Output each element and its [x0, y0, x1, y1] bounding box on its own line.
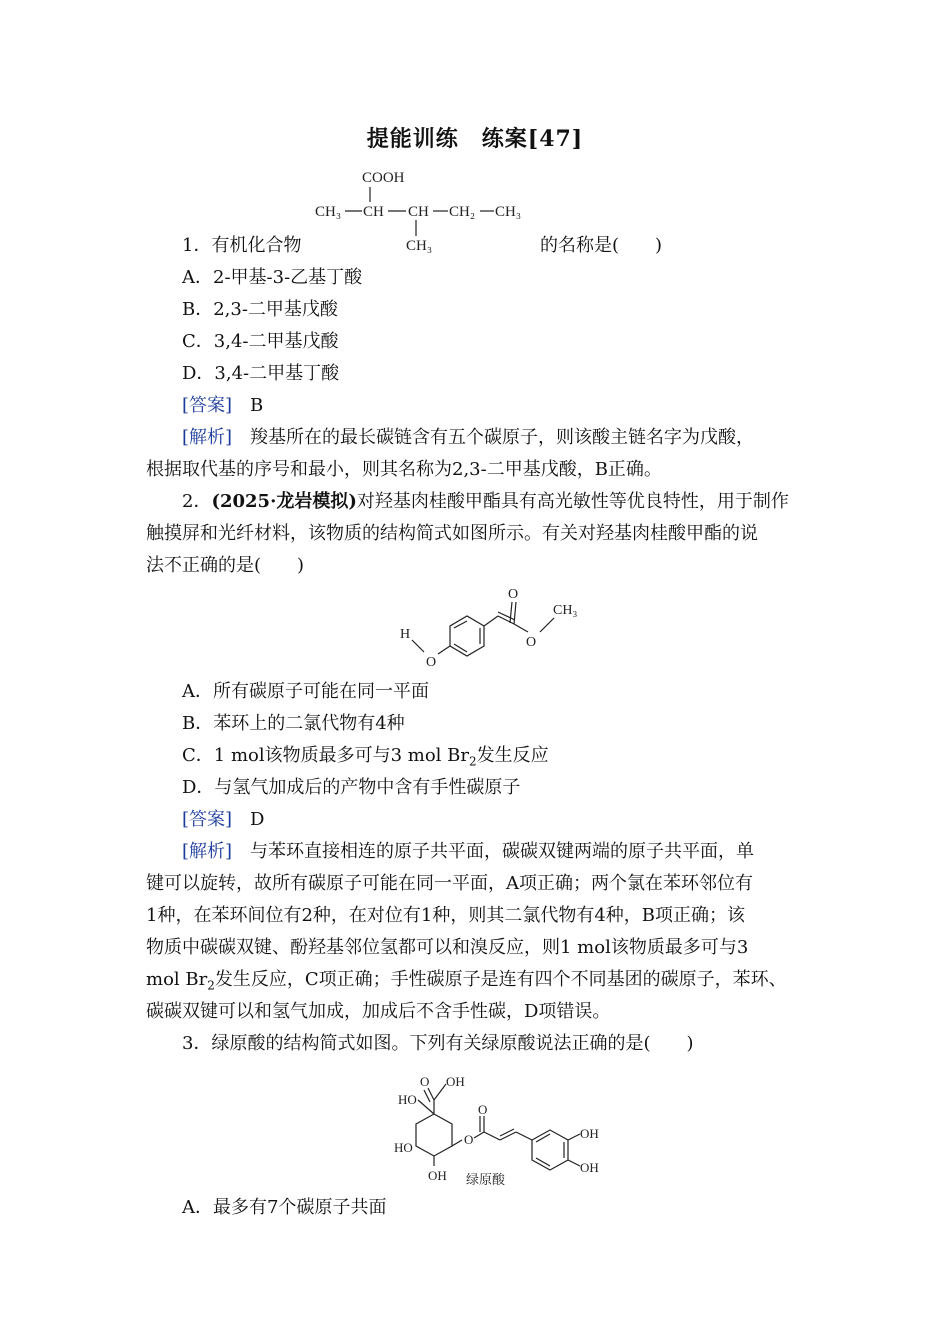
q2-option-c-text: C．1 mol该物质最多可与3 mol Br: [182, 745, 469, 766]
q2-option-b: B．苯环上的二氯代物有4种: [182, 713, 405, 734]
q2-option-c: [182, 744, 549, 774]
q2-analysis-line-1: [182, 840, 754, 864]
q2-number: 2．: [182, 491, 212, 512]
q3-ho-top-label: HO: [398, 1092, 417, 1107]
q3-oh-bottom-label: OH: [428, 1168, 447, 1183]
q1-option-c: C．3,4-二甲基戊酸: [182, 331, 339, 352]
q1-ch3-down-label: CH₃: [406, 238, 433, 254]
q2-analysis-subscript: 2: [207, 978, 215, 993]
q3-cooh-oh-label: OH: [446, 1074, 465, 1089]
q1-answer: B: [250, 395, 264, 416]
q2-option-d: D．与氢气加成后的产物中含有手性碳原子: [182, 777, 521, 798]
q3-stem: 3．绿原酸的结构简式如图。下列有关绿原酸说法正确的是( ): [182, 1033, 694, 1054]
q1-ch-2-label: CH: [408, 204, 429, 220]
q1-ch3-right-label: CH₃: [495, 204, 522, 220]
q2-option-a: A．所有碳原子可能在同一平面: [182, 681, 429, 702]
q1-analysis-tag: [解析]: [182, 427, 233, 448]
q2-analysis-line-4: 物质中碳碳双键、酚羟基邻位氢都可以和溴反应，则1 mol该物质最多可与3: [146, 937, 749, 958]
q1-structure-diagram: [300, 160, 540, 260]
q2-phenol-o-label: O: [426, 655, 437, 670]
q1-ch-1-label: CH: [363, 204, 384, 220]
q2-source: (2025·龙岩模拟): [211, 491, 357, 512]
q2-analysis-line-2: 键可以旋转，故所有碳原子可能在同一平面，A项正确；两个氯在苯环邻位有: [146, 873, 753, 894]
q3-carbonyl-o-label: O: [478, 1102, 488, 1117]
q3-ho-left-label: HO: [394, 1140, 413, 1155]
page-title: 提能训练 练案[47]: [366, 126, 584, 152]
q2-ester-o-label: O: [526, 635, 537, 650]
q2-stem-line-3: 法不正确的是( ): [146, 555, 305, 576]
q2-analysis-text-5-tail: 发生反应，C项正确；手性碳原子是连有四个不同基团的碳原子，苯环、: [214, 969, 787, 990]
q2-analysis-line-3: 1种，在苯环间位有2种，在对位有1种，则其二氯代物有4种，B项正确；该: [146, 905, 746, 926]
q1-option-a: A．2-甲基-3-乙基丁酸: [182, 267, 363, 288]
q2-answer-tag: [答案]: [182, 809, 233, 830]
q3-structure-caption: 绿原酸: [466, 1172, 506, 1187]
q1-option-b: B．2,3-二甲基戊酸: [182, 299, 338, 320]
q2-structure-diagram: [390, 580, 600, 672]
q1-analysis-line-2: 根据取代基的序号和最小，则其名称为2,3-二甲基戊酸，B正确。: [146, 459, 662, 480]
q1-analysis-line-1: [182, 426, 754, 450]
q3-ester-o-label: O: [464, 1132, 474, 1147]
q2-analysis-text-5: mol Br: [146, 969, 208, 990]
q2-stem-line-1: [182, 490, 789, 514]
q3-cooh-o-label: O: [420, 1074, 430, 1089]
q2-stem-line-2: 触摸屏和光纤材料，该物质的结构简式如图所示。有关对羟基肉桂酸甲酯的说: [146, 523, 758, 544]
q3-oh-ring-2-label: OH: [580, 1160, 599, 1175]
q1-option-d: D．3,4-二甲基丁酸: [182, 363, 340, 384]
q3-option-a: A．最多有7个碳原子共面: [182, 1197, 387, 1218]
q2-analysis-line-6: 碳碳双键可以和氢气加成，加成后不含手性碳，D项错误。: [146, 1001, 611, 1022]
q3-structure-diagram: [390, 1068, 610, 1190]
q1-answer-line: [182, 394, 263, 418]
q2-ch3-label: CH₃: [553, 603, 578, 618]
q1-ch3-left-label: CH₃: [315, 204, 342, 220]
q1-ch2-label: CH₂: [449, 204, 476, 220]
q3-oh-ring-1-label: OH: [580, 1126, 599, 1141]
q2-stem-text-1: 对羟基肉桂酸甲酯具有高光敏性等优良特性，用于制作: [356, 491, 789, 512]
q2-answer-line: [182, 808, 264, 832]
q1-stem-prefix: 1．有机化合物: [182, 235, 302, 256]
q2-analysis-text-1: 与苯环直接相连的原子共平面，碳碳双键两端的原子共平面，单: [250, 841, 755, 862]
q2-carbonyl-o-label: O: [508, 587, 519, 602]
q1-analysis-text-1: 羧基所在的最长碳链含有五个碳原子，则该酸主链名字为戊酸，: [250, 427, 755, 448]
q2-analysis-tag: [解析]: [182, 841, 233, 862]
q1-answer-tag: [答案]: [182, 395, 233, 416]
q2-analysis-line-5: [146, 968, 787, 998]
q1-cooh-label: COOH: [362, 170, 405, 186]
q2-h-label: H: [400, 627, 411, 642]
q2-option-c-tail: 发生反应: [476, 745, 549, 766]
q2-answer: D: [250, 809, 265, 830]
q1-stem-suffix: 的名称是( ): [540, 235, 663, 256]
q2-option-c-subscript: 2: [469, 754, 477, 769]
